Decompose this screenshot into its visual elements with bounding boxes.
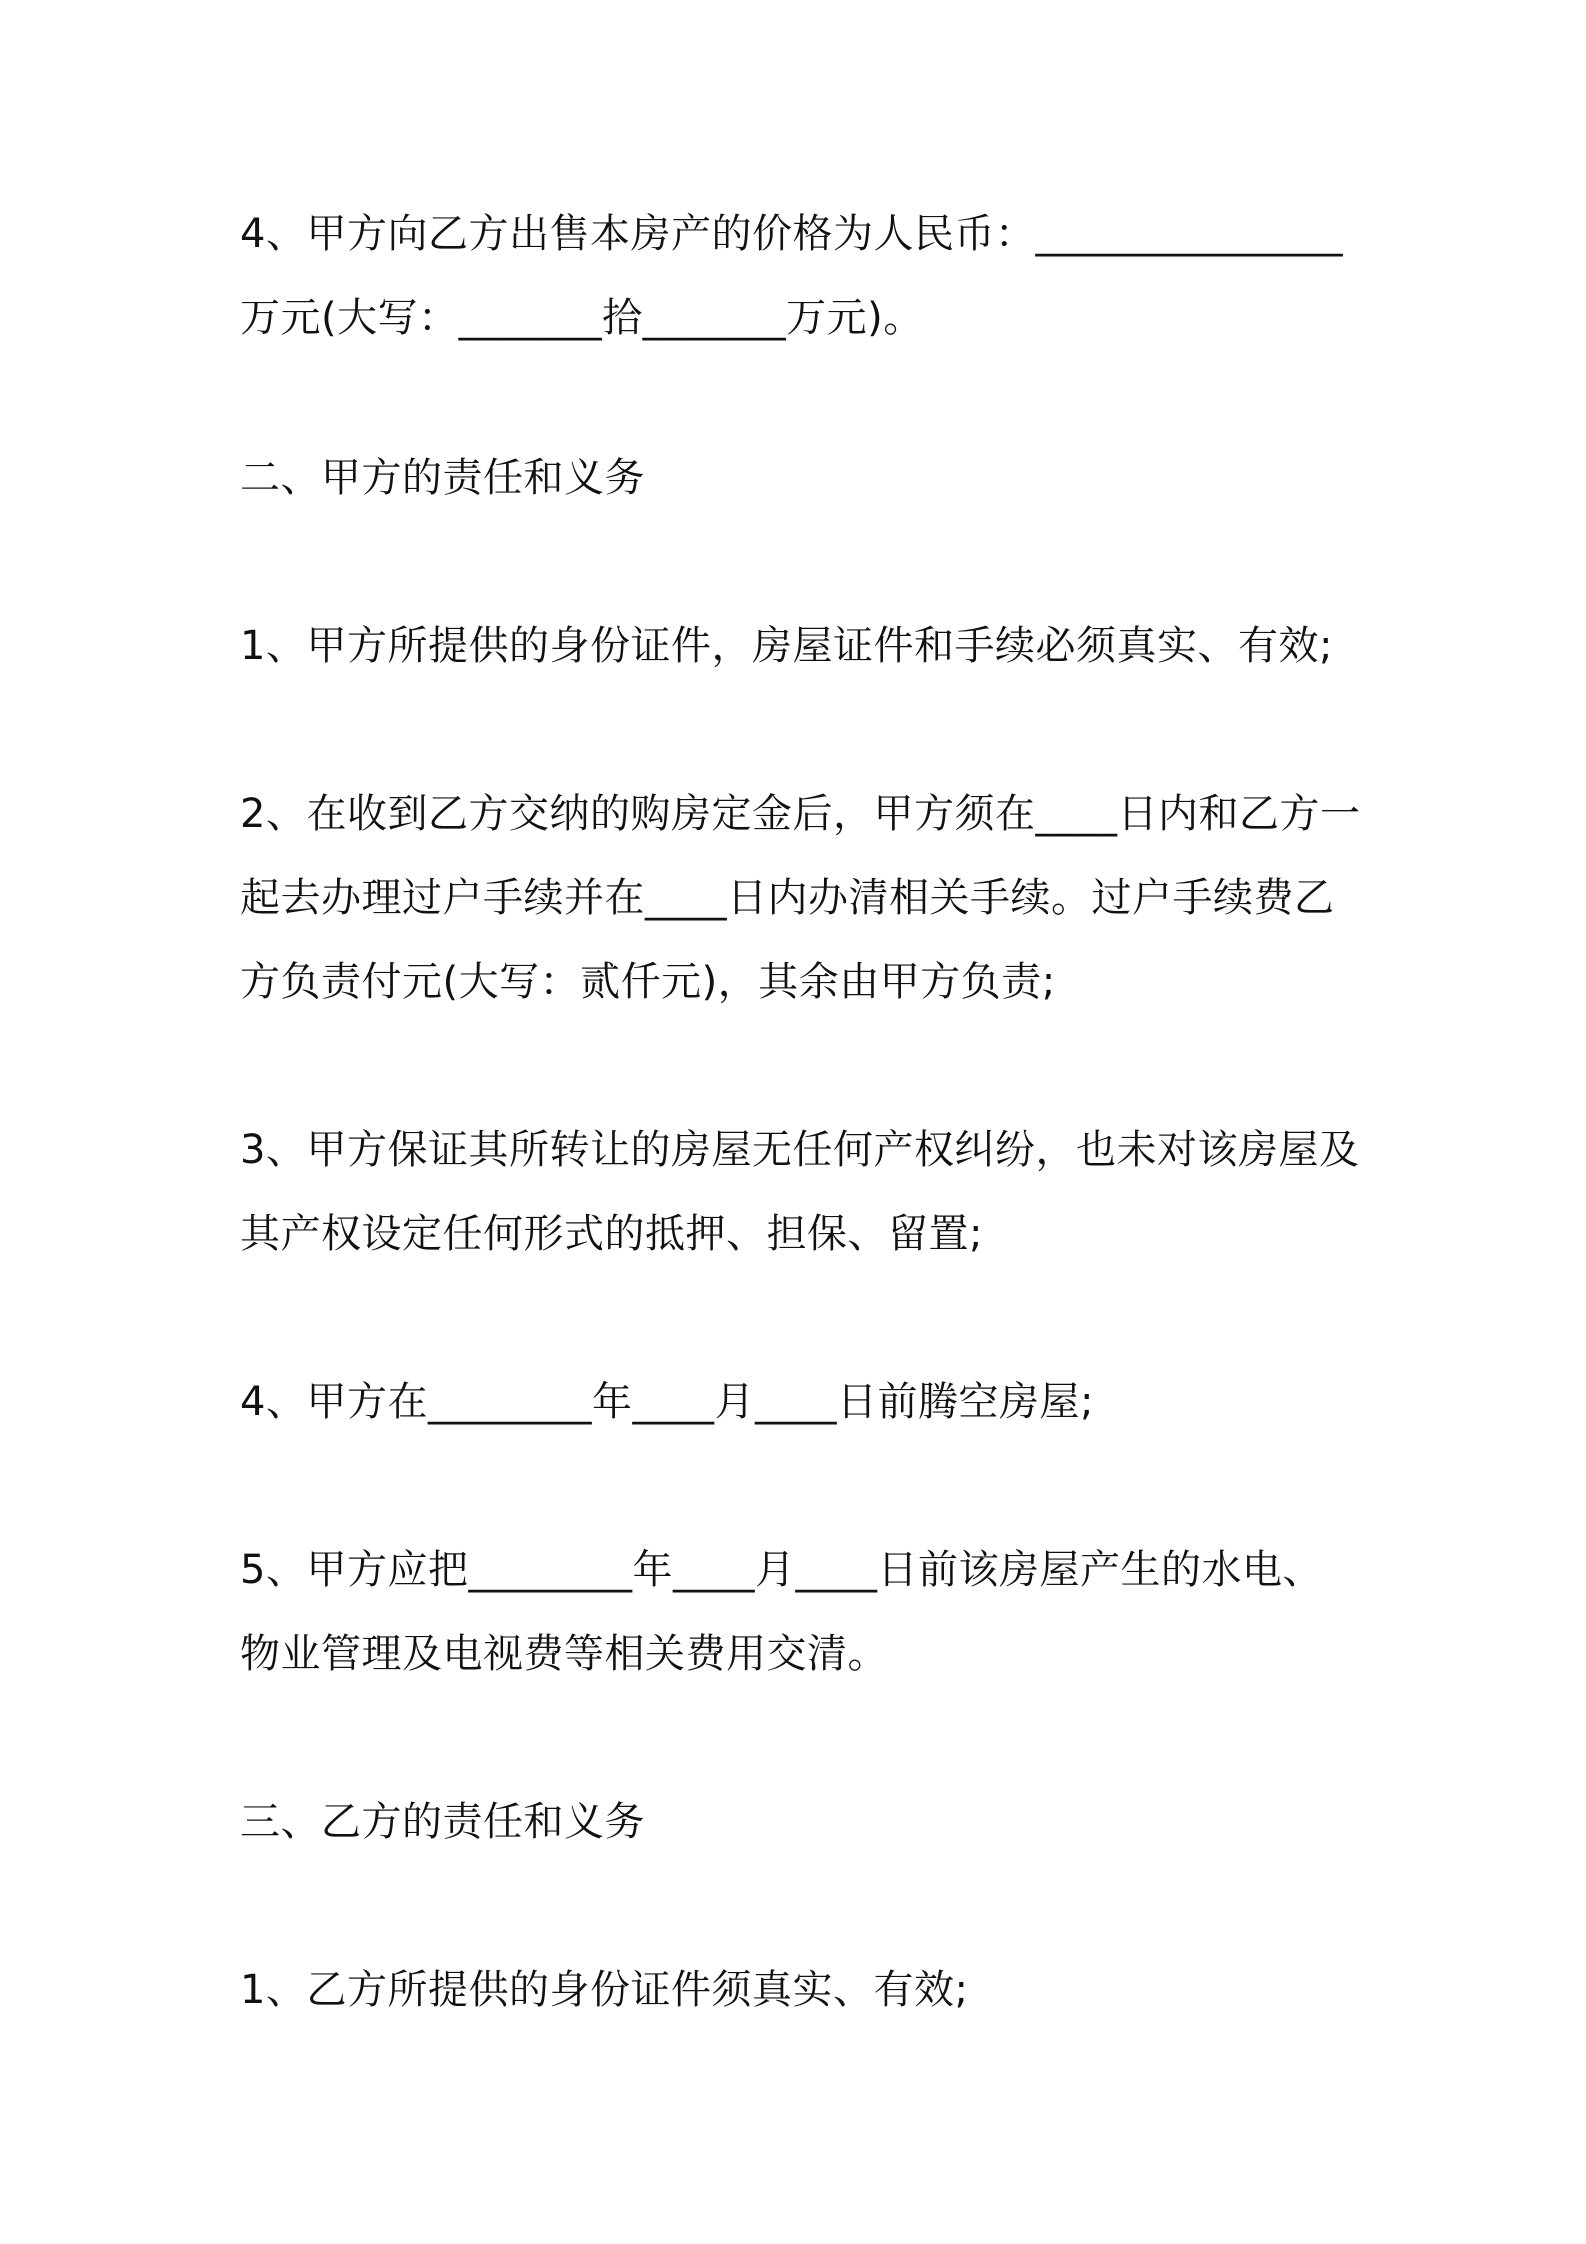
party-a-item-2-line-2: 起去办理过户手续并在____日内办清相关手续。过户手续费乙 [240,875,1335,921]
party-a-item-5-line-2: 物业管理及电视费等相关费用交清。 [240,1631,888,1677]
party-a-item-3-line-1: 3、甲方保证其所转让的房屋无任何产权纠纷，也未对该房屋及 [240,1127,1360,1173]
party-a-item-2-line-3: 方负责付元(大写：贰仟元)，其余由甲方负责; [240,959,1056,1005]
party-a-item-4 [240,1360,1360,1444]
clause-price-line-1: 4、甲方向乙方出售本房产的价格为人民币：_______________ [240,211,1343,257]
party-a-item-1 [240,604,1360,688]
party-a-item-4-text: 4、甲方在________年____月____日前腾空房屋; [240,1379,1094,1425]
party-a-item-5 [240,1528,1360,1696]
party-a-item-3 [240,1108,1360,1276]
clause-price [240,192,1360,360]
party-a-item-5-line-1: 5、甲方应把________年____月____日前该房屋产生的水电、 [240,1547,1323,1593]
clause-price-line-2: 万元(大写：_______拾_______万元)。 [240,295,924,341]
party-b-item-1 [240,1948,1360,2032]
party-a-item-1-text: 1、甲方所提供的身份证件，房屋证件和手续必须真实、有效; [240,623,1333,669]
party-b-item-1-text: 1、乙方所提供的身份证件须真实、有效; [240,1967,969,2013]
party-a-item-2 [240,772,1360,1024]
section-heading-party-b-duties: 三、乙方的责任和义务 [240,1799,645,1845]
section-heading-party-a-duties: 二、甲方的责任和义务 [240,455,645,501]
party-a-item-3-line-2: 其产权设定任何形式的抵押、担保、留置; [240,1211,983,1257]
party-a-item-2-line-1: 2、在收到乙方交纳的购房定金后，甲方须在____日内和乙方一 [240,791,1361,837]
